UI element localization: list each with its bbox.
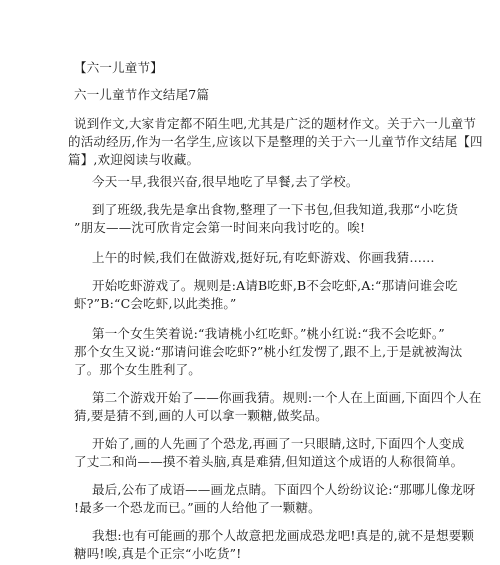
text-line: 虾?”B:“C会吃虾,以此类推。” (74, 296, 237, 311)
text-line: 开始了,画的人先画了个恐龙,再画了一只眼睛,这时,下面四个人变成 (92, 436, 465, 451)
text-line: 到了班级,我先是拿出食物,整理了一下书包,但我知道,我那“小吃货 (92, 202, 459, 217)
text-line: 我想:也有可能画的那个人故意把龙画成恐龙吧!真是的,就不是想要颗 (92, 528, 475, 543)
text-line: 的活动经历,作为一名学生,应该以下是整理的关于六一儿童节作文结尾【四 (68, 134, 483, 149)
text-line: 第一个女生笑着说:“我请桃小红吃虾。”桃小红说:“我不会吃虾。” (92, 326, 445, 341)
text-line: 第二个游戏开始了——你画我猜。规则:一个人在上面画,下面四个人在 (92, 390, 482, 405)
text-line: 篇】,欢迎阅读与收藏。 (68, 152, 200, 167)
text-line: !最多一个恐龙而已。”画的人给他了一颗糖。 (74, 500, 321, 515)
text-line: 糖吗!唉,真是个正宗“小吃货”! (74, 546, 242, 561)
document-heading: 【六一儿童节】 (74, 60, 163, 75)
document-subtitle: 六一儿童节作文结尾7篇 (74, 87, 210, 102)
text-line: 那个女生又说:“那请问谁会吃虾?”桃小红发愣了,跟不上,于是就被淘汰 (74, 344, 463, 359)
text-line: 开始吃虾游戏了。规则是:A请B吃虾,B不会吃虾,A:“那请问谁会吃 (92, 278, 458, 293)
text-line: 说到作文,大家肯定都不陌生吧,尤其是广泛的题材作文。关于六一儿童节 (74, 116, 477, 131)
text-line: 了丈二和尚——摸不着头脑,真是难猜,但知道这个成语的人称很简单。 (74, 454, 464, 469)
text-line: ”朋友——沈可欣肯定会第一时间来向我讨吃的。唉! (74, 220, 366, 235)
text-line: 上午的时候,我们在做游戏,挺好玩,有吃虾游戏、你画我猜…… (92, 250, 435, 265)
text-line: 最后,公布了成语——画龙点睛。下面四个人纷纷议论:“那哪儿像龙呀 (92, 482, 476, 497)
text-line: 猜,要是猜不到,画的人可以拿一颗糖,做奖品。 (74, 408, 328, 423)
text-line: 了。那个女生胜利了。 (74, 362, 202, 377)
text-line: 今天一早,我很兴奋,很早地吃了早餐,去了学校。 (92, 174, 359, 189)
